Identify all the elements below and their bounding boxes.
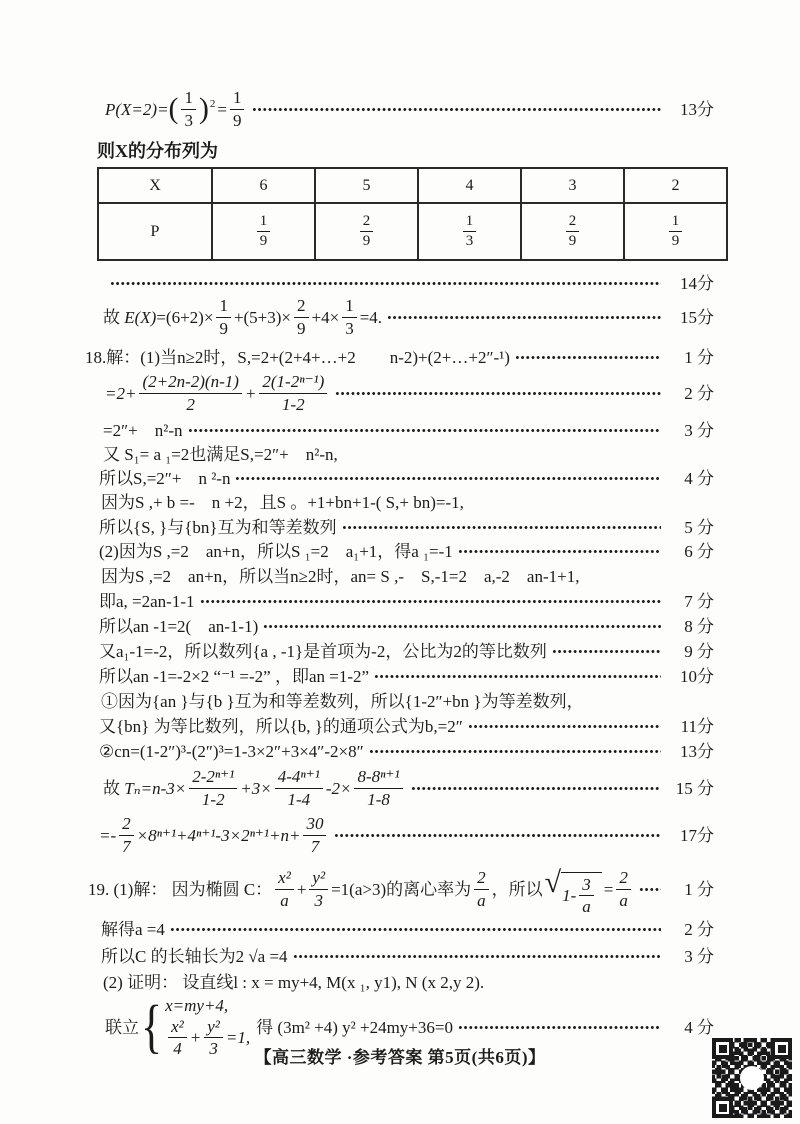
formula-text: +(5+3)× (233, 307, 292, 327)
line-text: 所以an -1=2( an-1-1) (99, 617, 259, 636)
numerator: 2 (294, 296, 309, 317)
line-text: 19. (1)解： 因为椭圆 C： (88, 879, 273, 899)
line-text: 因为S ,+ b =- n +2，且S 。+1+bn+1-( S,+ bn)=-1, (101, 493, 464, 512)
fraction (354, 767, 402, 808)
score-label: 7 分 (684, 592, 714, 611)
answer-line (99, 516, 714, 539)
dotted-leader (515, 354, 661, 361)
numerator: y² (309, 868, 328, 889)
line-text: 又{bn} 为等比数列，所以{b, }的通项公式为b,=2″ (99, 717, 463, 736)
answer-line-15 (103, 295, 714, 339)
dotted-leader (293, 953, 661, 960)
qr-finder-icon (712, 1038, 733, 1059)
fraction (275, 767, 323, 808)
line-text: 所以{S, }与{bn}互为和等差数列 (99, 518, 337, 537)
equals-sign: = (217, 99, 227, 119)
fraction (275, 868, 294, 909)
numerator: 2 (360, 213, 374, 232)
numerator: 1 (216, 296, 231, 317)
denominator: a (477, 890, 486, 910)
answer-line (101, 565, 714, 588)
denominator: 1-4 (287, 789, 311, 809)
line-text: 故 (103, 307, 125, 327)
radicand (561, 872, 602, 916)
denominator: 9 (219, 318, 228, 338)
left-paren: ( (168, 92, 179, 126)
right-paren: ) (198, 92, 209, 126)
formula-text: =- (99, 825, 117, 845)
dotted-leader (458, 1024, 661, 1031)
line-text: ，所以 (491, 879, 543, 899)
answer-line (99, 640, 714, 663)
denominator: 9 (362, 233, 371, 249)
fraction (139, 372, 241, 413)
numerator: 2 (119, 814, 134, 835)
fraction (669, 213, 683, 250)
denominator: 1-2 (201, 789, 225, 809)
dotted-leader (188, 427, 661, 434)
probability-cell (418, 203, 521, 260)
fraction (360, 213, 374, 250)
line-text: (2) 证明： 设直线l : x = my+4, M(x ₁, y1), N (x 2,y 2). (103, 973, 485, 992)
score-label: 13分 (680, 742, 714, 761)
page-footer: 【高三数学 ·参考答案 第5页(共6页)】 (254, 1048, 546, 1067)
dotted-leader (263, 623, 661, 630)
denominator: 9 (568, 233, 577, 249)
denominator: 3 (345, 318, 354, 338)
numerator: 2 (474, 868, 489, 889)
score-label: 2 分 (684, 383, 714, 403)
formula-text: =(6+2)× (156, 307, 214, 327)
dotted-leader (468, 723, 661, 730)
answer-line (99, 715, 714, 738)
answer-line (101, 918, 714, 941)
score-label: 11分 (680, 717, 714, 736)
fraction (303, 814, 326, 855)
numerator: x² (168, 1017, 187, 1038)
denominator: 4 (173, 1039, 182, 1058)
numerator: 2(1-2ⁿ⁻¹) (259, 372, 327, 393)
qr-code (712, 1038, 792, 1118)
numerator: 1 (669, 213, 683, 232)
answer-line (101, 690, 714, 713)
score-label: 4 分 (684, 469, 714, 488)
radical-icon: √ (544, 865, 562, 899)
denominator: a (582, 897, 591, 916)
line-text: 所以an -1=-2×2 “⁻¹ =-2” ，即an =1-2” (99, 667, 370, 686)
fraction (309, 868, 328, 909)
denominator: a (619, 890, 628, 910)
dotted-leader (334, 832, 661, 839)
formula-text: 1- (562, 886, 577, 905)
denominator: a (280, 890, 289, 910)
table-header-cell: X (98, 168, 212, 203)
numerator: 3 (579, 875, 594, 896)
numerator: 1 (257, 213, 271, 232)
fraction (181, 88, 196, 129)
numerator: 2 (616, 868, 631, 889)
denominator: 9 (297, 318, 306, 338)
line-text: 即a, =2an-1-1 (99, 592, 195, 611)
qr-center-logo (740, 1066, 764, 1090)
dotted-leader (252, 106, 661, 113)
denominator: 3 (314, 890, 323, 910)
fraction (259, 372, 327, 413)
numerator: y² (204, 1017, 223, 1038)
dotted-leader (200, 598, 661, 605)
probability-cell (212, 203, 315, 260)
table-header-cell: 3 (521, 168, 624, 203)
numerator: 30 (303, 814, 326, 835)
table-header-row (98, 168, 727, 203)
table-header-cell: 2 (624, 168, 727, 203)
denominator: 9 (259, 233, 268, 249)
probability-cell (624, 203, 727, 260)
score-label: 1 分 (684, 879, 714, 899)
answer-line (105, 369, 714, 417)
score-label: 13分 (680, 99, 714, 119)
formula-text: ×8ⁿ⁺¹+4ⁿ⁺¹-3×2ⁿ⁺¹+n+ (136, 825, 301, 845)
fraction (230, 88, 245, 129)
formula-text: -2× (325, 778, 352, 798)
formula-text: =4. (359, 307, 383, 327)
fraction (616, 868, 631, 909)
fraction (342, 296, 357, 337)
answer-line (101, 491, 714, 514)
line-text: 所以S,=2″+ n ²-n (99, 469, 231, 488)
score-label: 15分 (680, 307, 714, 327)
probability-cell (315, 203, 418, 260)
formula-text: Tₙ=n-3× (124, 778, 187, 798)
denominator: 1-2 (282, 394, 305, 414)
fraction (189, 767, 237, 808)
answer-line (99, 740, 714, 763)
score-label: 4 分 (684, 1017, 714, 1037)
formula-text: + (296, 879, 307, 899)
answer-line (85, 346, 714, 369)
line-text: =1(a>3)的离心率为 (331, 879, 472, 899)
score-label: 17分 (680, 825, 714, 845)
denominator: 1-8 (367, 789, 390, 809)
dotted-leader (235, 475, 661, 482)
score-label: 8 分 (684, 617, 714, 636)
fraction (216, 296, 231, 337)
denominator: 7 (122, 836, 131, 856)
dotted-leader (552, 648, 661, 655)
numerator: 1 (463, 213, 477, 232)
line-text: 故 (103, 778, 125, 798)
line-text: ②cn=(1-2″)³-(2″)³=1-3×2″+3×4″-2×8″ (99, 742, 364, 761)
dotted-leader (170, 926, 661, 933)
dotted-leader (639, 886, 661, 893)
numerator: 1 (181, 88, 196, 109)
numerator: 4-4ⁿ⁺¹ (275, 767, 323, 788)
score-label: 15 分 (675, 778, 714, 798)
denominator: 3 (184, 110, 193, 130)
sqrt-expression (544, 865, 602, 916)
answer-line (99, 665, 714, 688)
answer-line (88, 863, 714, 915)
score-label: 6 分 (684, 542, 714, 561)
fraction (579, 875, 594, 916)
equals-sign: = (603, 879, 614, 899)
numerator: 1 (342, 296, 357, 317)
dotted-leader (110, 280, 661, 287)
line-text: 18.解：(1)当n≥2时，S,=2+(2+4+…+2 n-2)+(2+…+2″-¹) (85, 348, 510, 367)
dotted-leader (411, 785, 661, 792)
score-label: 1 分 (684, 348, 714, 367)
score-label: 14分 (680, 274, 714, 293)
denominator: 9 (232, 110, 242, 130)
probability-cell (521, 203, 624, 260)
line-text: 又 S₁= a ₁=2也满足S,=2″+ n²-n, (103, 445, 338, 464)
line-text: (2)因为S ,=2 an+n，所以S ₁=2 a₁+1，得a ₁=-1 (99, 542, 453, 561)
row-label-cell: P (98, 203, 212, 260)
numerator: 8-8ⁿ⁺¹ (354, 767, 402, 788)
fraction (566, 213, 580, 250)
score-label: 5 分 (684, 518, 714, 537)
distribution-table (97, 167, 728, 261)
answer-line (99, 467, 714, 490)
answer-line (103, 419, 714, 442)
fraction (463, 213, 477, 250)
line-text: 又a₁-1=-2，所以数列{a , -1}是首项为-2，公比为2的等比数列 (99, 642, 547, 661)
line-text: 得 (3m² +4) y² +24my+36=0 (256, 1017, 453, 1037)
dotted-leader (387, 314, 661, 321)
distribution-title: 则X的分布列为 (97, 141, 218, 161)
answer-line-14 (105, 272, 714, 295)
line-text: 因为S ,=2 an+n，所以当n≥2时，an= S ,- S,-1=2 a,-2 an-1+1, (101, 567, 580, 586)
denominator: 9 (671, 233, 680, 249)
formula-text: E(X) (124, 307, 157, 327)
dotted-leader (458, 548, 661, 555)
plus-sign: + (189, 1027, 202, 1047)
table-header-cell: 4 (418, 168, 521, 203)
answer-line (103, 971, 714, 994)
answer-line (99, 590, 714, 613)
score-label: 9 分 (684, 642, 714, 661)
answer-line (99, 615, 714, 638)
denominator: 2 (186, 394, 195, 414)
formula-text: +3× (240, 778, 272, 798)
exponent: 2 (209, 97, 216, 110)
dotted-leader (342, 524, 661, 531)
table-probability-row (98, 203, 727, 260)
answer-line (103, 765, 714, 811)
formula-text: +4× (311, 307, 340, 327)
numerator: x² (275, 868, 294, 889)
fraction (119, 814, 134, 855)
formula-text: + (244, 383, 257, 403)
denominator: 3 (465, 233, 474, 249)
score-label: 10分 (680, 667, 714, 686)
dotted-leader (374, 673, 661, 680)
table-header-cell: 5 (315, 168, 418, 203)
dotted-leader (369, 748, 661, 755)
denominator: 3 (209, 1039, 218, 1058)
denominator: 7 (310, 836, 320, 856)
fraction (474, 868, 489, 909)
formula-text: =2+ (105, 383, 137, 403)
answer-line (99, 540, 714, 563)
qr-finder-icon (771, 1038, 792, 1059)
line-text: 所以C 的长轴长为2 √a =4 (101, 947, 288, 966)
score-label: 3 分 (684, 947, 714, 966)
numerator: 1 (230, 88, 245, 109)
answer-line (103, 443, 714, 466)
table-header-cell: 6 (212, 168, 315, 203)
system-equation-1: x=my+4, (165, 995, 229, 1015)
qr-finder-icon (712, 1097, 733, 1118)
line-text: ①因为{an }与{b }互为和等差数列，所以{1-2″+bn }为等差数列， (101, 692, 584, 711)
line-text: =2″+ n²-n (103, 421, 183, 440)
fraction (257, 213, 271, 250)
dotted-leader (335, 390, 661, 397)
answer-line (101, 945, 714, 968)
fraction (294, 296, 309, 337)
answer-line (99, 811, 714, 859)
line-text: 解得a =4 (101, 920, 165, 939)
numerator: (2+2n-2)(n-1) (139, 372, 241, 393)
score-label: 2 分 (684, 920, 714, 939)
numerator: 2 (566, 213, 580, 232)
answer-line-13 (105, 86, 714, 132)
equals-sign: =1, (225, 1027, 251, 1047)
brace-icon: { (141, 993, 163, 1060)
formula-text: P(X=2)= (105, 99, 169, 119)
score-label: 3 分 (684, 421, 714, 440)
numerator: 2-2ⁿ⁺¹ (189, 767, 237, 788)
line-text: 联立 (105, 1017, 139, 1037)
